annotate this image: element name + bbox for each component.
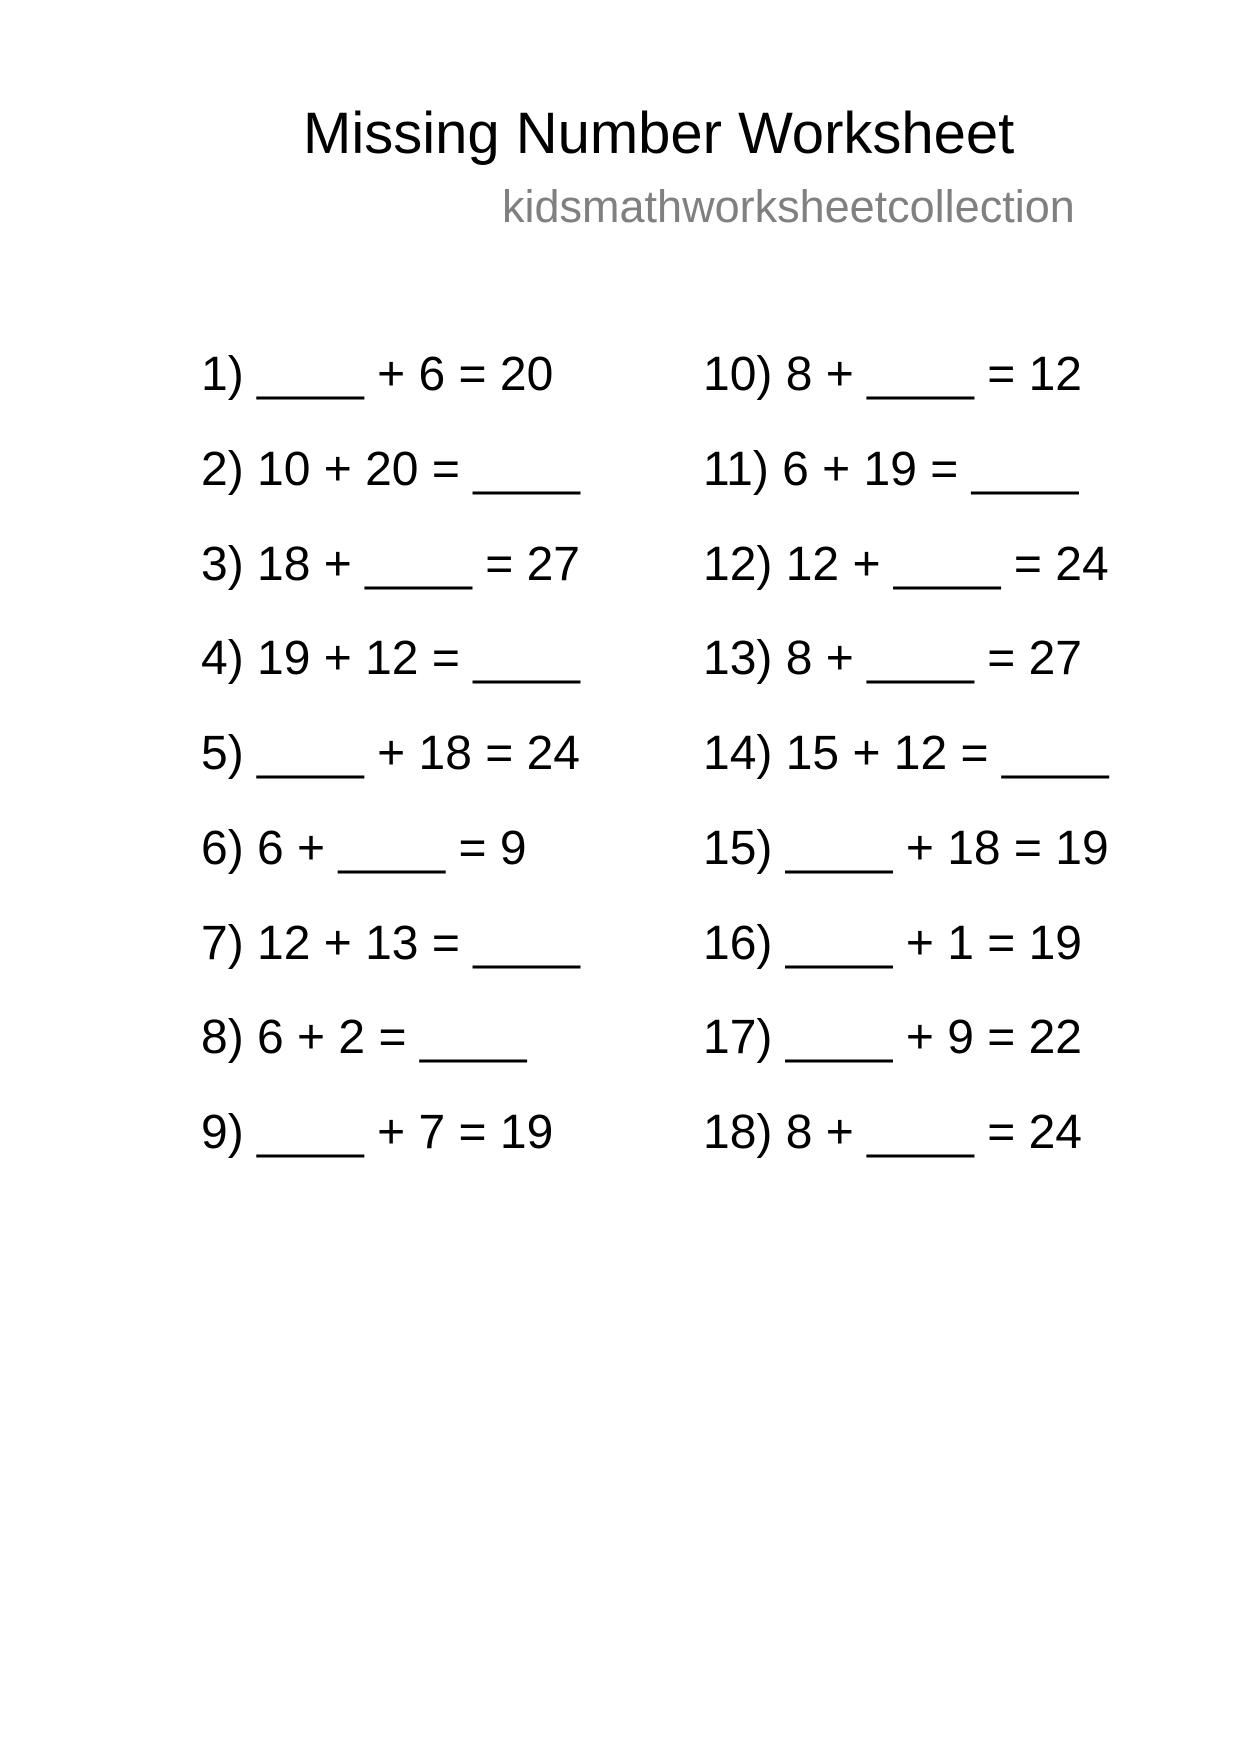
problem-11: 11) 6 + 19 = ____ <box>703 442 1079 496</box>
worksheet-title: Missing Number Worksheet <box>303 101 1015 166</box>
problem-16: 16) ____ + 1 = 19 <box>703 916 1082 970</box>
problem-4: 4) 19 + 12 = ____ <box>201 632 580 686</box>
problem-6: 6) 6 + ____ = 9 <box>201 821 527 875</box>
worksheet-subtitle: kidsmathworksheetcollection <box>502 181 1075 232</box>
problem-17: 17) ____ + 9 = 22 <box>703 1011 1082 1065</box>
problem-5: 5) ____ + 18 = 24 <box>201 727 580 780</box>
problem-14: 14) 15 + 12 = ____ <box>703 727 1109 780</box>
problem-column-left <box>201 348 580 1204</box>
problem-18: 18) 8 + ____ = 24 <box>703 1106 1082 1159</box>
problem-1: 1) ____ + 6 = 20 <box>201 348 554 401</box>
problem-3: 3) 18 + ____ = 27 <box>201 537 580 591</box>
problem-13: 13) 8 + ____ = 27 <box>703 632 1082 686</box>
problem-column-right <box>703 348 1109 1204</box>
problem-12: 12) 12 + ____ = 24 <box>703 537 1109 591</box>
problem-15: 15) ____ + 18 = 19 <box>703 821 1109 875</box>
problem-10: 10) 8 + ____ = 12 <box>703 348 1082 401</box>
problem-7: 7) 12 + 13 = ____ <box>201 916 580 970</box>
problem-9: 9) ____ + 7 = 19 <box>201 1106 554 1159</box>
problem-8: 8) 6 + 2 = ____ <box>201 1011 527 1065</box>
problem-2: 2) 10 + 20 = ____ <box>201 442 580 496</box>
